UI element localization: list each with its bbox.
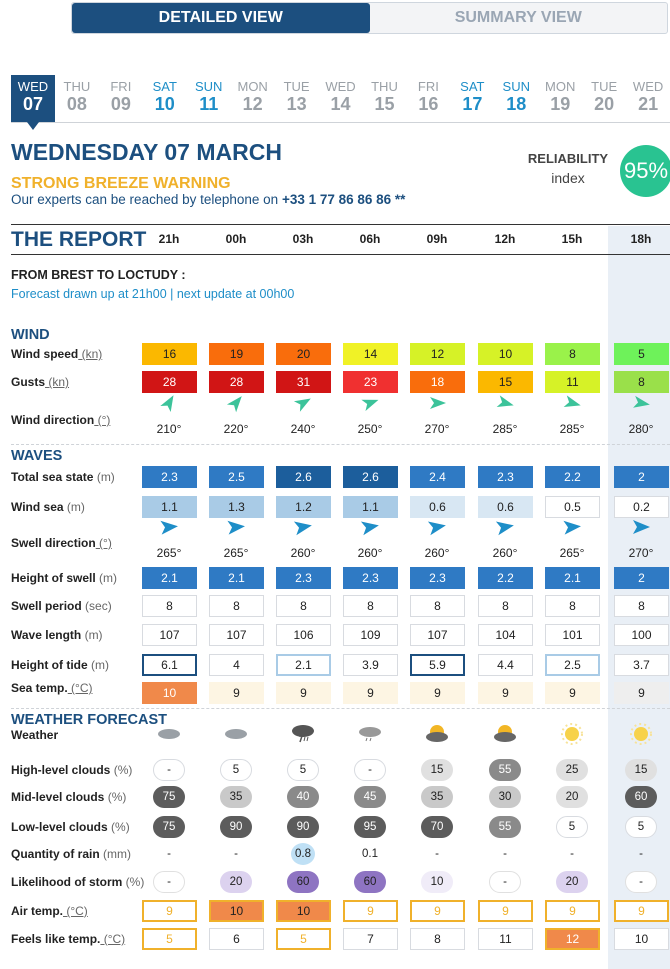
phone-number[interactable]: +33 1 77 86 86 86 **	[281, 192, 406, 207]
mid-cloud-icon: 45	[354, 786, 386, 808]
day-name: SAT	[152, 79, 177, 94]
phone-text: Our experts can be reached by telephone on	[11, 192, 279, 207]
row-label-name: Low-level clouds	[11, 820, 108, 834]
row-label-name: Feels like temp.	[11, 932, 101, 946]
rain-drop-icon: 0.8	[291, 843, 315, 865]
cell-swell-period: 8	[142, 595, 197, 617]
sun-cloud-icon	[417, 720, 457, 748]
mid-cloud-icon: 30	[489, 786, 521, 808]
swell-direction-arrow-icon	[283, 513, 323, 541]
wind-direction-arrow-icon	[283, 389, 323, 417]
cell-air-temp: 9	[545, 900, 600, 922]
mid-cloud-icon: 40	[287, 786, 319, 808]
high-cloud-icon: 55	[489, 759, 521, 781]
day-name: SUN	[194, 79, 223, 94]
cell-tide: 6.1	[142, 654, 197, 676]
cell-wind-sea: 1.3	[209, 496, 264, 518]
row-label-feels	[11, 932, 125, 946]
rain-drop-icon: -	[503, 848, 507, 860]
weather-section-title: WEATHER FORECAST	[11, 712, 168, 728]
day-tab-19[interactable]	[538, 75, 582, 122]
view-toggle	[71, 2, 668, 34]
mid-cloud-icon: 35	[220, 786, 252, 808]
cell-feels-like: 5	[276, 928, 331, 950]
rain-drop-icon: 0.1	[362, 848, 378, 860]
row-label-unit: (%)	[104, 790, 127, 804]
cell-air-temp: 9	[142, 900, 197, 922]
row-label-air-temp	[11, 904, 88, 918]
cell-tide: 5.9	[410, 654, 465, 676]
day-tab-14[interactable]	[319, 75, 363, 122]
swell-direction-arrow-icon	[149, 513, 189, 541]
rain-drop-icon: -	[639, 848, 643, 860]
cell-wind-speed: 8	[545, 343, 600, 365]
day-name: MON	[237, 79, 268, 94]
day-selector	[11, 75, 670, 123]
hour-header: 09h	[426, 232, 448, 246]
row-label-name: Likelihood of storm	[11, 875, 123, 889]
rain-drop-icon: -	[435, 848, 439, 860]
wind-direction-value: 285°	[559, 422, 585, 436]
row-label-name: Swell direction	[11, 536, 96, 550]
cell-wave-length: 106	[276, 624, 331, 646]
high-cloud-icon: 25	[556, 759, 588, 781]
row-label-name: Wind direction	[11, 413, 95, 427]
row-label-unit: (°)	[94, 413, 111, 427]
high-cloud-icon: 15	[625, 759, 657, 781]
row-label-wind-dir	[11, 413, 110, 427]
row-label-unit: (°C)	[63, 904, 88, 918]
row-label-unit: (°)	[95, 536, 112, 550]
swell-direction-value: 260°	[290, 546, 316, 560]
cell-wind-sea: 0.6	[478, 496, 533, 518]
day-tab-15[interactable]	[363, 75, 407, 122]
row-label-wind-sea	[11, 500, 85, 514]
cell-feels-like: 7	[343, 928, 398, 950]
cell-air-temp: 10	[276, 900, 331, 922]
day-number: 07	[22, 94, 43, 114]
day-number: 18	[506, 94, 527, 114]
row-label-unit: (m)	[93, 470, 115, 484]
day-number: 20	[594, 94, 615, 114]
cell-tide: 4.4	[478, 654, 533, 676]
cell-total-sea: 2	[614, 466, 669, 488]
cell-sea-temp: 9	[545, 682, 600, 704]
day-number: 11	[199, 94, 219, 114]
row-label-unit: (mm)	[99, 847, 131, 861]
storm-cloud-icon: 60	[354, 871, 386, 893]
low-cloud-icon: 5	[625, 816, 657, 838]
day-tab-12[interactable]	[231, 75, 275, 122]
mid-cloud-icon: 20	[556, 786, 588, 808]
day-number: 17	[462, 94, 483, 114]
wind-direction-value: 220°	[223, 422, 249, 436]
warning-banner: STRONG BREEZE WARNING	[11, 175, 231, 192]
cell-wave-length: 109	[343, 624, 398, 646]
cell-feels-like: 6	[209, 928, 264, 950]
storm-cloud-icon: -	[625, 871, 657, 893]
cell-feels-like: 8	[410, 928, 465, 950]
cell-swell-period: 8	[545, 595, 600, 617]
cell-gusts: 15	[478, 371, 533, 393]
row-label-unit: (m)	[81, 628, 103, 642]
cell-swell-period: 8	[276, 595, 331, 617]
day-name: SUN	[502, 79, 530, 94]
report-title: THE REPORT	[11, 228, 147, 251]
storm-cloud-icon: -	[489, 871, 521, 893]
row-label-mid-clouds	[11, 790, 126, 804]
day-name: TUE	[591, 79, 618, 94]
row-label-name: Quantity of rain	[11, 847, 100, 861]
wind-direction-arrow-icon	[350, 389, 390, 417]
day-tab-10[interactable]	[143, 75, 187, 122]
day-tab-18[interactable]	[494, 75, 538, 122]
cell-wind-sea: 1.1	[343, 496, 398, 518]
wind-direction-value: 270°	[424, 422, 450, 436]
cell-gusts: 31	[276, 371, 331, 393]
swell-direction-arrow-icon	[417, 513, 457, 541]
low-cloud-icon: 70	[421, 816, 453, 838]
cell-swell-height: 2.1	[545, 567, 600, 589]
cell-air-temp: 9	[614, 900, 669, 922]
row-label-name: Height of swell	[11, 571, 96, 585]
swell-direction-value: 260°	[357, 546, 383, 560]
reliability-label: RELIABILITY	[527, 151, 609, 166]
mid-cloud-icon: 60	[625, 786, 657, 808]
row-label-name: Height of tide	[11, 658, 88, 672]
cell-gusts: 8	[614, 371, 669, 393]
day-number: 12	[242, 94, 263, 114]
day-number: 15	[374, 94, 395, 114]
cell-wind-speed: 5	[614, 343, 669, 365]
day-tab-17[interactable]	[450, 75, 494, 122]
cell-feels-like: 5	[142, 928, 197, 950]
row-label-low-clouds	[11, 820, 130, 834]
row-label-name: Wave length	[11, 628, 82, 642]
row-label-name: High-level clouds	[11, 763, 111, 777]
hour-header: 15h	[561, 232, 583, 246]
wind-section-title: WIND	[11, 327, 50, 343]
cell-air-temp: 9	[478, 900, 533, 922]
day-tab-20[interactable]	[582, 75, 626, 122]
swell-direction-value: 265°	[559, 546, 585, 560]
cell-wind-speed: 10	[478, 343, 533, 365]
wind-direction-value: 250°	[357, 422, 383, 436]
row-label-wave-len	[11, 628, 103, 642]
day-name: FRI	[110, 79, 132, 94]
waves-section-title: WAVES	[11, 448, 63, 464]
row-label-high-clouds	[11, 763, 132, 777]
cell-sea-temp: 9	[614, 682, 669, 704]
divider	[11, 254, 670, 255]
row-label-unit: (kn)	[45, 375, 70, 389]
cloud-icon	[149, 720, 189, 748]
cell-sea-temp: 9	[209, 682, 264, 704]
row-label-unit: (m)	[87, 658, 109, 672]
day-tab-11[interactable]	[187, 75, 231, 122]
high-cloud-icon: 15	[421, 759, 453, 781]
divider	[11, 708, 670, 709]
cell-air-temp: 9	[410, 900, 465, 922]
cell-swell-height: 2.1	[209, 567, 264, 589]
reliability-sub: index	[551, 170, 585, 186]
cell-wave-length: 107	[410, 624, 465, 646]
low-cloud-icon: 5	[556, 816, 588, 838]
row-label-unit: (°C)	[100, 932, 126, 946]
day-tab-08[interactable]	[55, 75, 99, 122]
rain-drop-icon: -	[234, 848, 238, 860]
cell-swell-height: 2.3	[343, 567, 398, 589]
cell-wind-speed: 20	[276, 343, 331, 365]
row-label-swell-p	[11, 599, 112, 613]
sun-icon	[552, 720, 592, 748]
day-name: THU	[371, 79, 398, 94]
cell-sea-temp: 9	[410, 682, 465, 704]
swell-direction-arrow-icon	[216, 513, 256, 541]
sun-icon	[621, 720, 661, 748]
swell-direction-arrow-icon	[350, 513, 390, 541]
hour-header: 03h	[292, 232, 314, 246]
cell-sea-temp: 9	[276, 682, 331, 704]
cell-tide: 3.7	[614, 654, 669, 676]
row-label-unit: (%)	[110, 763, 133, 777]
row-label-gusts	[11, 375, 69, 389]
cell-total-sea: 2.3	[142, 466, 197, 488]
cell-total-sea: 2.2	[545, 466, 600, 488]
row-label-sea-temp	[11, 681, 93, 695]
cell-wind-sea: 0.5	[545, 496, 600, 518]
cell-wind-speed: 19	[209, 343, 264, 365]
hour-header: 00h	[225, 232, 247, 246]
cell-sea-temp: 9	[343, 682, 398, 704]
hour-header: 12h	[494, 232, 516, 246]
cloud-icon	[216, 720, 256, 748]
day-number: 10	[154, 94, 175, 114]
day-name: WED	[17, 79, 49, 94]
wind-direction-value: 210°	[156, 422, 182, 436]
cell-wind-sea: 1.1	[142, 496, 197, 518]
cell-wind-sea: 0.2	[614, 496, 669, 518]
swell-direction-arrow-icon	[621, 513, 661, 541]
high-cloud-icon: -	[354, 759, 386, 781]
storm-cloud-icon: 20	[556, 871, 588, 893]
swell-direction-value: 265°	[156, 546, 182, 560]
low-cloud-icon: 90	[287, 816, 319, 838]
cell-gusts: 18	[410, 371, 465, 393]
day-name: TUE	[283, 79, 310, 94]
row-label-name: Mid-level clouds	[11, 790, 105, 804]
swell-direction-arrow-icon	[552, 513, 592, 541]
day-tab-13[interactable]	[275, 75, 319, 122]
cell-wind-speed: 12	[410, 343, 465, 365]
wind-direction-arrow-icon	[485, 389, 525, 417]
hour-header: 06h	[359, 232, 381, 246]
wind-direction-value: 280°	[628, 422, 654, 436]
cell-swell-period: 8	[410, 595, 465, 617]
cell-swell-height: 2.1	[142, 567, 197, 589]
cell-wave-length: 100	[614, 624, 669, 646]
cell-swell-height: 2.3	[276, 567, 331, 589]
wind-direction-arrow-icon	[149, 389, 189, 417]
cell-swell-period: 8	[209, 595, 264, 617]
reliability-block	[520, 151, 616, 186]
cell-wind-speed: 14	[343, 343, 398, 365]
cell-total-sea: 2.3	[478, 466, 533, 488]
cell-total-sea: 2.4	[410, 466, 465, 488]
cell-swell-height: 2.3	[410, 567, 465, 589]
cell-gusts: 11	[545, 371, 600, 393]
storm-cloud-icon: -	[153, 871, 185, 893]
swell-direction-value: 265°	[223, 546, 249, 560]
cell-swell-period: 8	[478, 595, 533, 617]
wind-direction-arrow-icon	[216, 389, 256, 417]
row-label-name: Swell period	[11, 599, 82, 613]
reliability-gauge: 95%	[620, 145, 670, 197]
day-number: 13	[286, 94, 307, 114]
row-label-name: Gusts	[11, 375, 46, 389]
cell-tide: 4	[209, 654, 264, 676]
swell-direction-value: 260°	[492, 546, 518, 560]
day-name: SAT	[460, 79, 485, 94]
row-label-name: Air temp.	[11, 904, 64, 918]
day-number: 21	[638, 94, 659, 114]
cell-wave-length: 107	[209, 624, 264, 646]
high-cloud-icon: 5	[287, 759, 319, 781]
cell-tide: 3.9	[343, 654, 398, 676]
rain-cloud-icon	[350, 720, 390, 748]
cell-sea-temp: 9	[478, 682, 533, 704]
storm-cloud-icon: 10	[421, 871, 453, 893]
cell-total-sea: 2.6	[343, 466, 398, 488]
row-label-unit: (m)	[63, 500, 85, 514]
day-name: THU	[63, 79, 91, 94]
page-title: WEDNESDAY 07 MARCH	[11, 139, 282, 165]
day-tab-09[interactable]	[99, 75, 143, 122]
sun-cloud-icon	[485, 720, 525, 748]
row-label-tide	[11, 658, 109, 672]
row-label-unit: (°C)	[67, 681, 93, 695]
day-name: MON	[545, 79, 576, 94]
weather-sublabel: Weather	[11, 728, 59, 742]
row-label-unit: (%)	[122, 875, 145, 889]
low-cloud-icon: 75	[153, 816, 185, 838]
wind-direction-arrow-icon	[552, 389, 592, 417]
hour-header: 18h	[630, 232, 652, 246]
day-name: FRI	[417, 79, 439, 94]
cell-air-temp: 10	[209, 900, 264, 922]
row-label-name: Wind sea	[11, 500, 64, 514]
row-label-total-sea	[11, 470, 115, 484]
cell-wave-length: 101	[545, 624, 600, 646]
phone-line	[11, 192, 405, 207]
row-label-name: Sea temp.	[11, 681, 68, 695]
mid-cloud-icon: 75	[153, 786, 185, 808]
low-cloud-icon: 55	[489, 816, 521, 838]
swell-direction-value: 260°	[424, 546, 450, 560]
high-cloud-icon: -	[153, 759, 185, 781]
day-tab-07[interactable]	[11, 75, 55, 122]
row-label-storm	[11, 875, 144, 889]
row-label-unit: (%)	[107, 820, 130, 834]
cell-gusts: 28	[209, 371, 264, 393]
mid-cloud-icon: 35	[421, 786, 453, 808]
cell-feels-like: 11	[478, 928, 533, 950]
high-cloud-icon: 5	[220, 759, 252, 781]
day-tab-21[interactable]	[626, 75, 670, 122]
rain-drop-icon: -	[570, 848, 574, 860]
day-name: WED	[325, 79, 356, 94]
day-number: 09	[110, 94, 131, 114]
wind-direction-value: 285°	[492, 422, 518, 436]
row-label-rain	[11, 847, 131, 861]
cell-tide: 2.5	[545, 654, 600, 676]
forecast-note: Forecast drawn up at 21h00 | next update at 00h00	[11, 287, 295, 301]
summary-view-tab[interactable]: SUMMARY VIEW	[454, 9, 582, 26]
row-label-wind-speed	[11, 347, 102, 361]
cell-wind-sea: 1.2	[276, 496, 331, 518]
row-label-swell-h	[11, 571, 117, 585]
cell-air-temp: 9	[343, 900, 398, 922]
day-number: 16	[418, 94, 439, 114]
cell-tide: 2.1	[276, 654, 331, 676]
cell-wave-length: 107	[142, 624, 197, 646]
row-label-unit: (kn)	[78, 347, 103, 361]
cell-swell-period: 8	[614, 595, 669, 617]
wind-direction-arrow-icon	[417, 389, 457, 417]
cell-total-sea: 2.6	[276, 466, 331, 488]
day-number: 08	[66, 94, 87, 114]
day-number: 19	[550, 94, 571, 114]
low-cloud-icon: 90	[220, 816, 252, 838]
storm-cloud-icon: 60	[287, 871, 319, 893]
cell-swell-height: 2.2	[478, 567, 533, 589]
cell-feels-like: 10	[614, 928, 669, 950]
divider	[11, 224, 670, 225]
swell-direction-arrow-icon	[485, 513, 525, 541]
cell-swell-period: 8	[343, 595, 398, 617]
low-cloud-icon: 95	[354, 816, 386, 838]
storm-cloud-icon: 20	[220, 871, 252, 893]
cell-sea-temp: 10	[142, 682, 197, 704]
cell-wind-speed: 16	[142, 343, 197, 365]
cell-wave-length: 104	[478, 624, 533, 646]
row-label-swell-dir	[11, 536, 112, 550]
row-label-unit: (m)	[95, 571, 118, 585]
wind-direction-value: 240°	[290, 422, 316, 436]
swell-direction-value: 270°	[628, 546, 654, 560]
day-name: WED	[632, 79, 664, 94]
detailed-view-tab[interactable]: DETAILED VIEW	[72, 3, 370, 33]
route: FROM BREST TO LOCTUDY :	[11, 268, 186, 282]
cell-gusts: 28	[142, 371, 197, 393]
day-number: 14	[330, 94, 351, 114]
cell-wind-sea: 0.6	[410, 496, 465, 518]
storm-cloud-icon	[283, 720, 323, 748]
day-tab-16[interactable]	[406, 75, 450, 122]
cell-swell-height: 2	[614, 567, 669, 589]
cell-feels-like: 12	[545, 928, 600, 950]
row-label-name: Wind speed	[11, 347, 79, 361]
divider	[11, 444, 670, 445]
row-label-name: Total sea state	[11, 470, 94, 484]
row-label-unit: (sec)	[81, 599, 112, 613]
cell-gusts: 23	[343, 371, 398, 393]
hour-header: 21h	[158, 232, 180, 246]
wind-direction-arrow-icon	[621, 389, 661, 417]
rain-drop-icon: -	[167, 848, 171, 860]
cell-total-sea: 2.5	[209, 466, 264, 488]
